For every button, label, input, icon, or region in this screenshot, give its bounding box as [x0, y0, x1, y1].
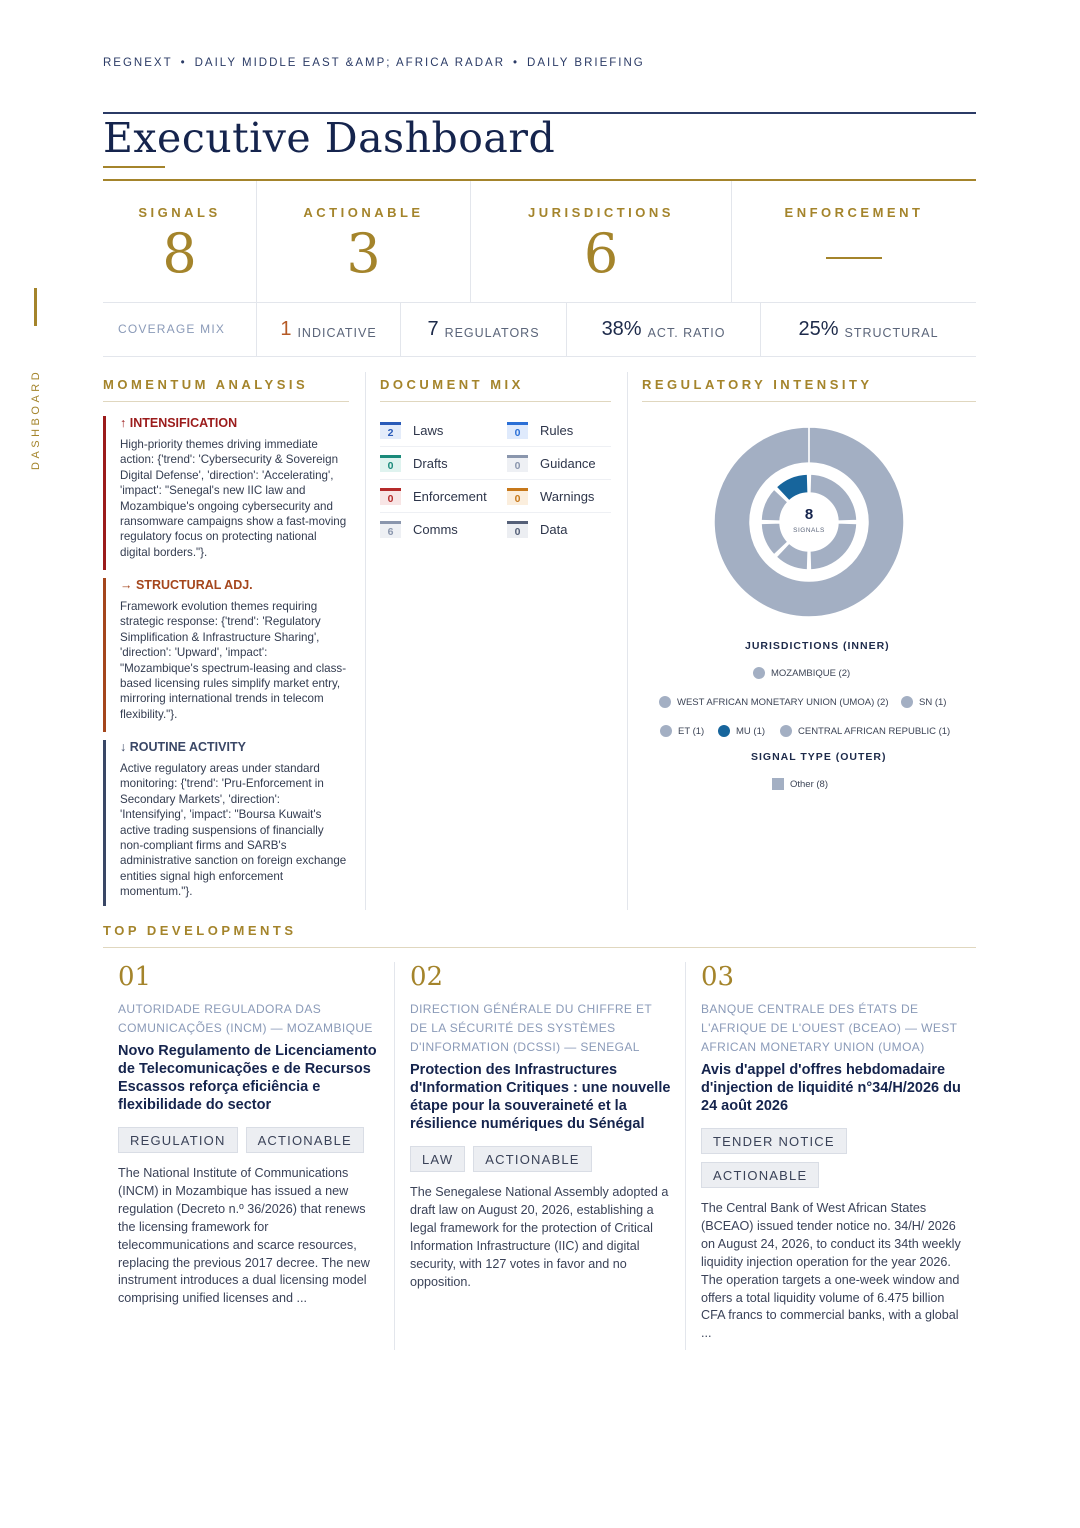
kpi-value: 6 — [583, 222, 619, 285]
development-number: 01 — [118, 962, 152, 992]
kpi-jurisdictions — [471, 181, 732, 302]
document-mix-grid — [380, 414, 611, 546]
legend-label: SN (1) — [919, 696, 947, 708]
development-summary: The National Institute of Communications (INCM) in Mozambique has issued a new regulation (Decreto n.º 36/2026) that renews the licensing framework for telecommunications and scarce resources, replacing the previous 2017 decree. The new instrument introduces a dual licensing model comprising unified licenses and ... — [118, 1166, 370, 1306]
donut-center-value: 8 — [804, 506, 814, 523]
doc-type-label: Warnings — [540, 488, 595, 504]
legend-label: Other (8) — [790, 778, 829, 790]
column-divider — [627, 372, 628, 910]
tag-list — [701, 1128, 963, 1188]
tag-badge: ACTIONABLE — [473, 1146, 591, 1172]
legend-item — [772, 778, 828, 790]
momentum-block-structural — [103, 578, 349, 732]
momentum-block-title: ↓ ROUTINE ACTIVITY — [120, 740, 246, 754]
legend-label: WEST AFRICAN MONETARY UNION (UMOA) (2) — [677, 696, 889, 708]
coverage-mix-label: COVERAGE MIX — [103, 303, 257, 356]
coverage-number: 38% — [601, 318, 642, 340]
legend-label: MU (1) — [736, 725, 766, 737]
tag-badge: REGULATION — [118, 1127, 238, 1153]
legend-swatch — [718, 725, 730, 737]
column-divider — [394, 962, 395, 1350]
count-badge: 0 — [507, 455, 528, 472]
legend-label: ET (1) — [678, 725, 705, 737]
coverage-number: 25% — [798, 318, 839, 340]
development-card-2[interactable] — [410, 962, 672, 1291]
doc-type-laws — [380, 422, 507, 439]
doc-type-label: Data — [540, 522, 568, 537]
tag-badge: TENDER NOTICE — [701, 1128, 847, 1154]
doc-type-enforcement — [380, 488, 507, 505]
count-badge: 2 — [380, 422, 401, 439]
legend-outer-title: SIGNAL TYPE (OUTER) — [751, 751, 887, 763]
development-title[interactable]: Novo Regulamento de Licenciamento de Telecomunicações e de Recursos Escassos reforça eficiência e flexibilidade do sector — [118, 1043, 377, 1113]
legend-swatch — [780, 725, 792, 737]
kpi-label: ENFORCEMENT — [784, 205, 924, 220]
coverage-text: STRUCTURAL — [844, 325, 939, 340]
kpi-label: SIGNALS — [138, 205, 221, 220]
breadcrumb-item: DAILY BRIEFING — [527, 57, 645, 69]
development-source: BANQUE CENTRALE DES ÉTATS DE L'AFRIQUE DE L'OUEST (BCEAO) — WEST AFRICAN MONETARY UNION (UMOA) — [701, 1002, 958, 1054]
development-source: AUTORIDADE REGULADORA DAS COMUNICAÇÕES (INCM) — MOZAMBIQUE — [118, 1002, 373, 1035]
kpi-value: 3 — [346, 222, 381, 285]
kpi-enforcement — [732, 181, 976, 302]
doc-type-label: Laws — [413, 422, 444, 438]
momentum-block-intensification — [103, 416, 349, 570]
breadcrumb-item: DAILY MIDDLE EAST &AMP; AFRICA RADAR — [194, 57, 505, 69]
legend-item — [660, 725, 704, 737]
legend-swatch — [772, 778, 784, 790]
kpi-row — [103, 181, 976, 303]
tag-list — [118, 1127, 380, 1153]
side-accent-bar — [34, 288, 37, 326]
column-divider — [685, 962, 686, 1350]
momentum-block-text: Framework evolution themes requiring strategic response: {'trend': 'Regulatory Simplification & Infrastructure Sharing', 'direction': 'Upward', 'impact': "Mozambique's spectrum-leasing and class-based licensing rules simplify market entry, mirroring international trends in telecom flexibility."}. — [120, 600, 347, 721]
legend-item — [780, 725, 950, 737]
donut-center-label: SIGNALS — [793, 527, 825, 534]
document-mix-row — [380, 447, 611, 480]
breadcrumb: REGNEXT • DAILY MIDDLE EAST &AMP; AFRICA RADAR • DAILY BRIEFING — [103, 57, 645, 69]
legend-item — [718, 725, 765, 737]
tag-badge: ACTIONABLE — [701, 1162, 819, 1188]
coverage-number: 1 — [280, 318, 292, 340]
breadcrumb-item: REGNEXT — [103, 57, 173, 69]
donut-chart-svg — [714, 427, 904, 617]
legend-item — [901, 696, 946, 708]
legend-swatch — [660, 725, 672, 737]
side-section-label: DASHBOARD — [30, 368, 42, 470]
development-card-1[interactable] — [118, 962, 380, 1308]
development-number: 02 — [410, 962, 444, 992]
momentum-block-text: Active regulatory areas under standard monitoring: {'trend': 'Pru-Enforcement in Secondary Markets', 'direction': 'Intensifying', 'impact': "Boursa Kuwait's active trading suspensions of financially non-compliant firms and SARB's administrative sanction on foreign exchange entities signal high enforcement momentum."}. — [120, 762, 347, 899]
legend-swatch — [659, 696, 671, 708]
legend-item — [753, 667, 850, 679]
legend-swatch — [753, 667, 765, 679]
coverage-text: REGULATORS — [444, 325, 540, 340]
legend-label: CENTRAL AFRICAN REPUBLIC (1) — [798, 725, 951, 737]
doc-type-label: Enforcement — [413, 488, 487, 504]
doc-type-label: Guidance — [540, 455, 596, 471]
doc-type-warnings — [507, 488, 611, 505]
momentum-heading: MOMENTUM ANALYSIS — [103, 377, 349, 402]
development-title[interactable]: Protection des Infrastructures d'Information Critiques : une nouvelle étape pour la souveraineté et la résilience numériques du Sénégal — [410, 1062, 671, 1132]
development-summary: The Senegalese National Assembly adopted a draft law on August 20, 2026, establishing a legal framework for the protection of Critical Information Infrastructure (IIC) and digital security, with 127 votes in favor and no opposition. — [410, 1185, 669, 1289]
development-source: DIRECTION GÉNÉRALE DU CHIFFRE ET DE LA SÉCURITÉ DES SYSTÈMES D'INFORMATION (DCSSI) — SENEGAL — [410, 1002, 652, 1054]
tag-badge: ACTIONABLE — [246, 1127, 364, 1153]
count-badge: 6 — [380, 521, 401, 538]
kpi-label: ACTIONABLE — [303, 205, 424, 220]
doc-type-guidance — [507, 455, 611, 472]
column-divider — [365, 372, 366, 910]
legend-item — [659, 696, 888, 708]
kpi-value: 8 — [162, 222, 197, 285]
coverage-item-regulators — [401, 303, 567, 356]
development-title[interactable]: Avis d'appel d'offres hebdomadaire d'injection de liquidité n°34/H/2026 du 24 août 2026 — [701, 1062, 961, 1114]
top-developments-heading: TOP DEVELOPMENTS — [103, 923, 976, 948]
development-card-3[interactable] — [701, 962, 963, 1343]
momentum-block-routine — [103, 740, 349, 906]
document-mix-row — [380, 480, 611, 513]
count-badge: 0 — [380, 455, 401, 472]
development-number: 03 — [701, 962, 735, 992]
legend-label: MOZAMBIQUE (2) — [771, 667, 851, 679]
momentum-block-text: High-priority themes driving immediate action: {'trend': 'Cybersecurity & Sovereign Digital Defense', 'direction': 'Accelerating', 'impact': "Senegal's new IIC law and Mozambique's ongoing cybersecurity and ransomware campaigns show a fast-moving regulatory focus on protecting national digital borders."}. — [120, 438, 347, 559]
coverage-number: 7 — [427, 318, 439, 340]
kpi-signals — [103, 181, 257, 302]
doc-type-comms — [380, 521, 507, 538]
document-mix-row — [380, 414, 611, 447]
kpi-empty-dash — [826, 257, 882, 259]
coverage-item-indicative — [257, 303, 401, 356]
document-mix-heading: DOCUMENT MIX — [380, 377, 611, 402]
momentum-block-title: ↑ INTENSIFICATION — [120, 416, 238, 430]
coverage-item-act-ratio — [567, 303, 761, 356]
kpi-label: JURISDICTIONS — [528, 205, 674, 220]
momentum-block-title: → STRUCTURAL ADJ. — [120, 578, 253, 592]
regulatory-intensity-heading: REGULATORY INTENSITY — [642, 377, 976, 402]
development-summary: The Central Bank of West African States (BCEAO) issued tender notice no. 34/H/ 2026 on August 24, 2026, to conduct its 34th weekly liquidity injection operation for the year 2026. The operation targets a one-week window and offers a total liquidity volume of 6.475 billion CFA francs to commercial banks, with a global ... — [701, 1201, 961, 1341]
title-accent — [103, 166, 165, 168]
kpi-actionable — [257, 181, 471, 302]
regulatory-intensity-donut — [714, 427, 904, 617]
page-title: Executive Dashboard — [103, 114, 556, 162]
count-badge: 0 — [507, 521, 528, 538]
coverage-mix-row — [103, 303, 976, 357]
doc-type-label: Rules — [540, 422, 574, 438]
count-badge: 0 — [507, 488, 528, 505]
legend-inner-title: JURISDICTIONS (INNER) — [745, 640, 890, 652]
doc-type-label: Drafts — [413, 455, 448, 471]
count-badge: 0 — [380, 488, 401, 505]
count-badge: 0 — [507, 422, 528, 439]
doc-type-data — [507, 521, 611, 538]
coverage-text: ACT. RATIO — [647, 325, 726, 340]
document-mix-row — [380, 513, 611, 546]
doc-type-rules — [507, 422, 611, 439]
coverage-item-structural — [761, 303, 976, 356]
tag-list — [410, 1146, 672, 1172]
doc-type-drafts — [380, 455, 507, 472]
tag-badge: LAW — [410, 1146, 465, 1172]
doc-type-label: Comms — [413, 522, 458, 537]
coverage-text: INDICATIVE — [297, 325, 377, 340]
legend-swatch — [901, 696, 913, 708]
